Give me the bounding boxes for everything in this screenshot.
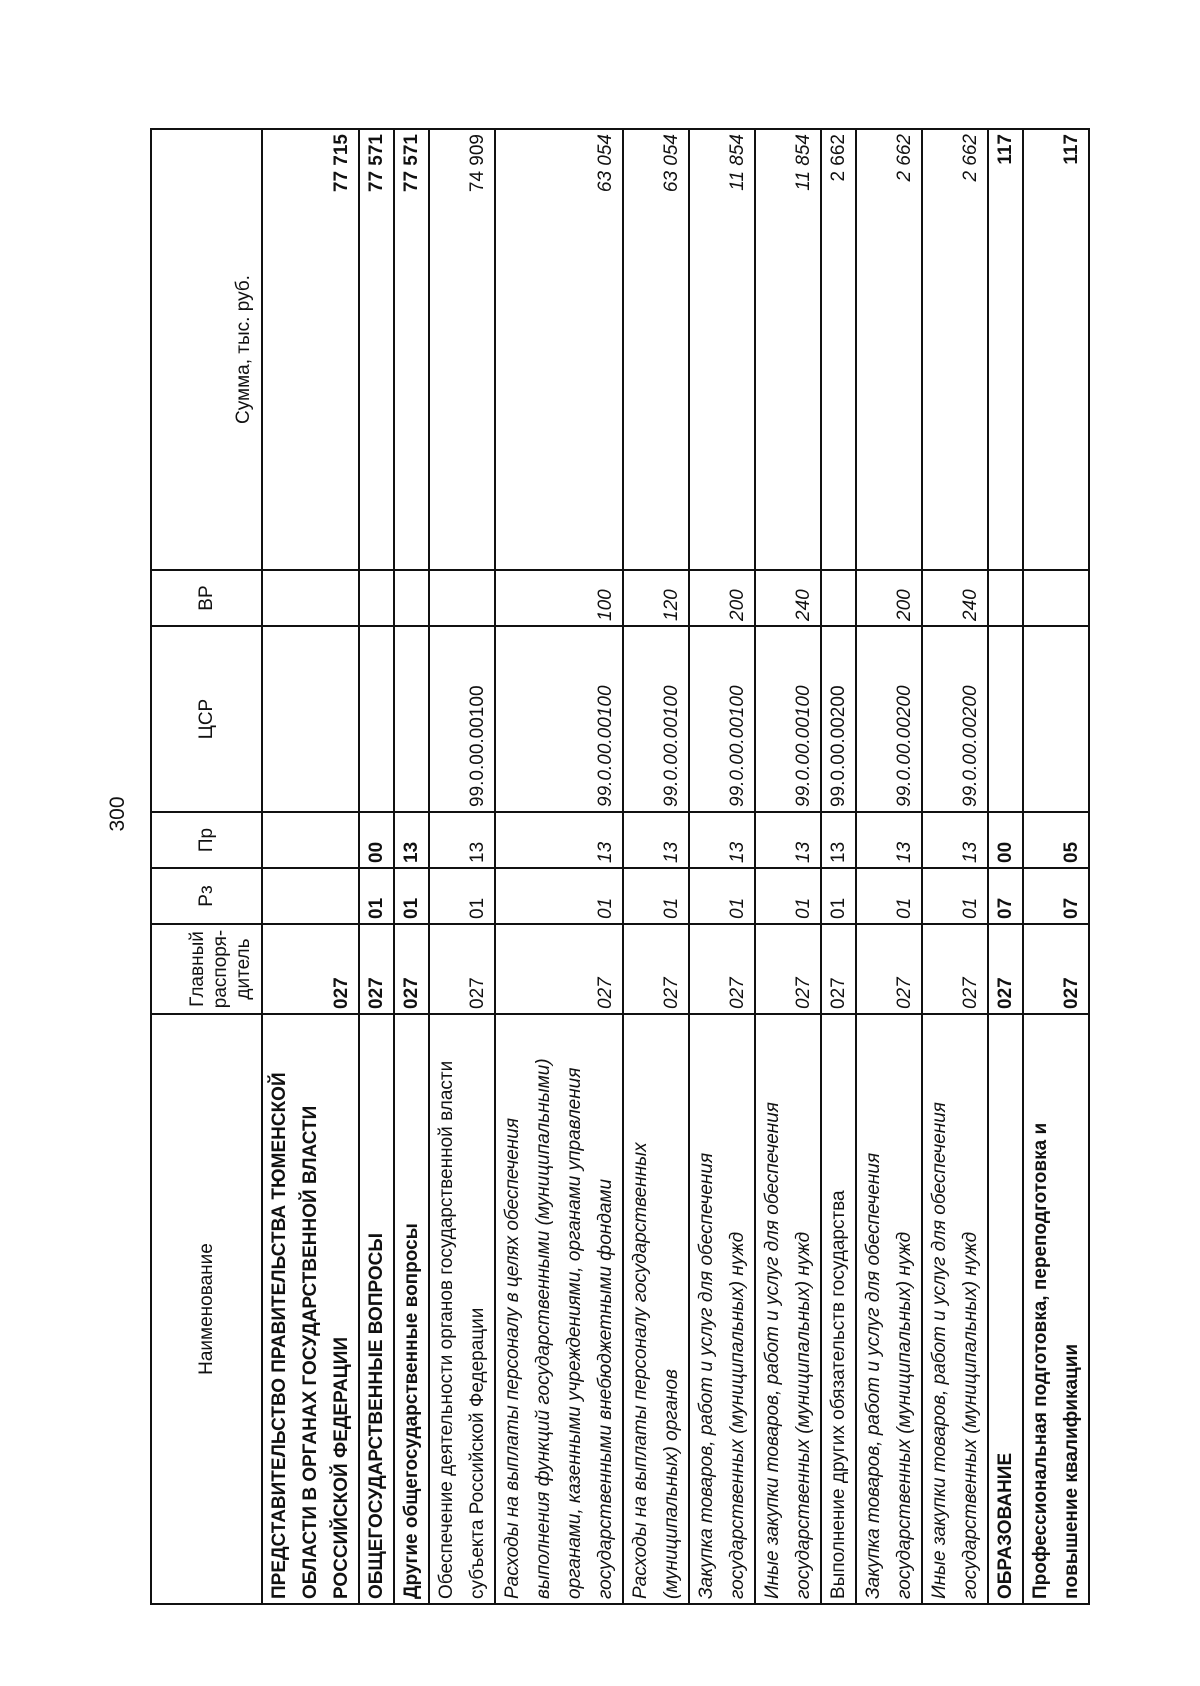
table-body [262,129,1089,1604]
cell-vr [359,570,394,626]
cell-csr: 99.0.00.00100 [755,626,821,812]
cell-vr: 240 [755,570,821,626]
cell-rz: 01 [495,868,623,924]
cell-rz: 01 [856,868,922,924]
cell-rz: 01 [689,868,755,924]
cell-vr: 200 [856,570,922,626]
cell-vr: 120 [623,570,689,626]
cell-distributor: 027 [394,924,429,1014]
cell-rz: 07 [1023,868,1089,924]
cell-distributor: 027 [1023,924,1089,1014]
cell-csr: 99.0.00.00100 [495,626,623,812]
table-row [1023,129,1089,1604]
cell-pr: 13 [922,812,988,868]
table-row [429,129,495,1604]
header-pr: Пр [151,812,262,868]
header-vr: ВР [151,570,262,626]
cell-sum: 74 909 [429,129,495,570]
cell-sum: 77 715 [262,129,359,570]
table-row [988,129,1023,1604]
header-distributor: Главный распоря- дитель [151,924,262,1014]
table-header-row [151,129,262,1604]
cell-sum: 77 571 [359,129,394,570]
cell-vr [821,570,856,626]
cell-vr [262,570,359,626]
cell-name: Закупка товаров, работ и услуг для обеспечения государственных (муниципальных) нужд [689,1014,755,1604]
cell-pr: 00 [359,812,394,868]
cell-rz: 01 [755,868,821,924]
cell-vr: 240 [922,570,988,626]
header-sum: Сумма, тыс. руб. [151,129,262,570]
header-rz: Рз [151,868,262,924]
cell-csr: 99.0.00.00200 [856,626,922,812]
cell-rz: 01 [359,868,394,924]
cell-name: Обеспечение деятельности органов государственной власти субъекта Российской Федерации [429,1014,495,1604]
cell-distributor: 027 [856,924,922,1014]
table-row [359,129,394,1604]
cell-csr [359,626,394,812]
cell-distributor: 027 [922,924,988,1014]
cell-sum: 63 054 [623,129,689,570]
cell-sum: 63 054 [495,129,623,570]
cell-name: Иные закупки товаров, работ и услуг для обеспечения государственных (муниципальных) нужд [755,1014,821,1604]
cell-pr: 13 [623,812,689,868]
cell-sum: 2 662 [821,129,856,570]
cell-csr [988,626,1023,812]
cell-distributor: 027 [262,924,359,1014]
cell-rz: 01 [394,868,429,924]
table-row [394,129,429,1604]
cell-name: Выполнение других обязательств государства [821,1014,856,1604]
cell-distributor: 027 [755,924,821,1014]
cell-distributor: 027 [359,924,394,1014]
table-row [755,129,821,1604]
cell-csr: 99.0.00.00200 [821,626,856,812]
cell-csr: 99.0.00.00100 [429,626,495,812]
cell-sum: 2 662 [922,129,988,570]
cell-vr: 100 [495,570,623,626]
cell-rz [262,868,359,924]
table-row [262,129,359,1604]
cell-vr: 200 [689,570,755,626]
cell-name: ОБЩЕГОСУДАРСТВЕННЫЕ ВОПРОСЫ [359,1014,394,1604]
cell-pr: 00 [988,812,1023,868]
cell-pr: 13 [755,812,821,868]
cell-sum: 11 854 [755,129,821,570]
cell-name: Другие общегосударственные вопросы [394,1014,429,1604]
table-row [922,129,988,1604]
cell-csr: 99.0.00.00100 [623,626,689,812]
cell-rz: 01 [821,868,856,924]
cell-pr: 13 [429,812,495,868]
cell-pr [262,812,359,868]
cell-pr: 13 [821,812,856,868]
budget-table-container [150,130,1082,1605]
header-name: Наименование [151,1014,262,1604]
cell-distributor: 027 [623,924,689,1014]
budget-table [150,128,1090,1605]
cell-distributor: 027 [689,924,755,1014]
cell-vr [1023,570,1089,626]
cell-distributor: 027 [988,924,1023,1014]
cell-csr [394,626,429,812]
cell-vr [988,570,1023,626]
cell-sum: 117 [988,129,1023,570]
cell-rz: 01 [623,868,689,924]
cell-pr: 05 [1023,812,1089,868]
cell-name: Расходы на выплаты персоналу государственных (муниципальных) органов [623,1014,689,1604]
header-csr: ЦСР [151,626,262,812]
cell-vr [394,570,429,626]
cell-csr: 99.0.00.00200 [922,626,988,812]
table-row [856,129,922,1604]
table-row [495,129,623,1604]
table-row [623,129,689,1604]
cell-rz: 01 [429,868,495,924]
cell-pr: 13 [394,812,429,868]
cell-sum: 77 571 [394,129,429,570]
cell-distributor: 027 [495,924,623,1014]
cell-csr [1023,626,1089,812]
cell-vr [429,570,495,626]
cell-name: Иные закупки товаров, работ и услуг для обеспечения государственных (муниципальных) нужд [922,1014,988,1604]
cell-distributor: 027 [429,924,495,1014]
cell-name: ПРЕДСТАВИТЕЛЬСТВО ПРАВИТЕЛЬСТВА ТЮМЕНСКОЙ ОБЛАСТИ В ОРГАНАХ ГОСУДАРСТВЕННОЙ ВЛАСТИ РОССИЙСКОЙ ФЕДЕРАЦИИ [262,1014,359,1604]
cell-name: Расходы на выплаты персоналу в целях обеспечения выполнения функций государственными (муниципальными) органами, казенными учреждениями, органами управления государственными внебюджетными фондами [495,1014,623,1604]
table-row [689,129,755,1604]
cell-csr: 99.0.00.00100 [689,626,755,812]
cell-name: ОБРАЗОВАНИЕ [988,1014,1023,1604]
cell-sum: 11 854 [689,129,755,570]
table-row [821,129,856,1604]
cell-distributor: 027 [821,924,856,1014]
cell-pr: 13 [856,812,922,868]
cell-pr: 13 [689,812,755,868]
cell-rz: 07 [988,868,1023,924]
cell-sum: 2 662 [856,129,922,570]
cell-sum: 117 [1023,129,1089,570]
cell-pr: 13 [495,812,623,868]
cell-name: Закупка товаров, работ и услуг для обеспечения государственных (муниципальных) нужд [856,1014,922,1604]
cell-csr [262,626,359,812]
page-number: 300 [106,796,129,832]
cell-rz: 01 [922,868,988,924]
cell-name: Профессиональная подготовка, переподготовка и повышение квалификации [1023,1014,1089,1604]
